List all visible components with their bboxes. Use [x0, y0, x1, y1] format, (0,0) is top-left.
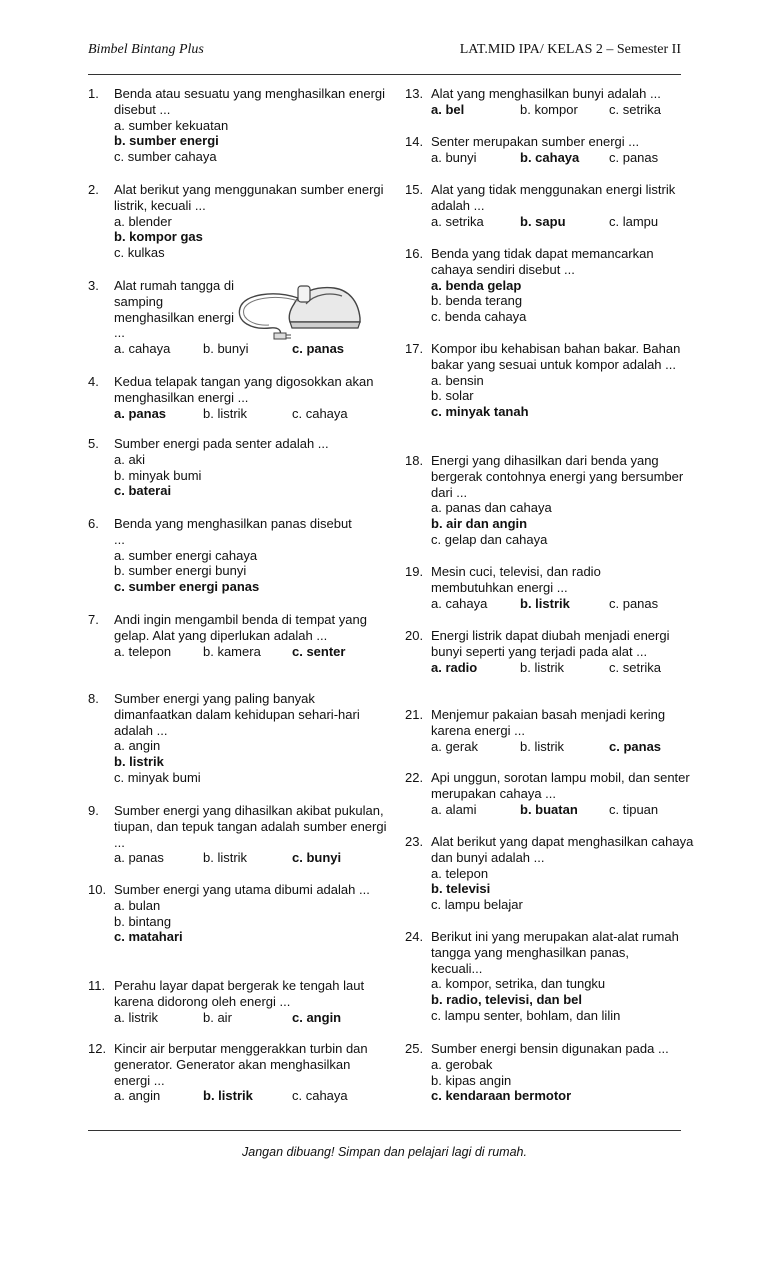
- question-text: Kincir air berputar menggerakkan turbin dan generator. Generator akan menghasilkan energi ...: [114, 1041, 368, 1088]
- options-row: [431, 149, 659, 166]
- question-number: 17.: [405, 341, 424, 356]
- question-number: 15.: [405, 182, 424, 197]
- question-21: [405, 707, 681, 755]
- question-15: [405, 182, 681, 230]
- option-b: b. air: [203, 1009, 232, 1025]
- option-c: c. lampu belajar: [431, 897, 523, 913]
- question-text: Alat yang menghasilkan bunyi adalah ...: [431, 86, 661, 101]
- option-b: b. sumber energi: [114, 133, 219, 149]
- question-text: Energi listrik dapat diubah menjadi energi bunyi seperti yang terjadi pada alat ...: [431, 628, 670, 659]
- option-b: b. buatan: [520, 801, 578, 817]
- option-a: a. cahaya: [431, 595, 488, 611]
- option-a: a. bensin: [431, 372, 484, 388]
- options-row: [114, 850, 388, 866]
- question-number: 21.: [405, 707, 424, 722]
- option-b: b. listrik: [520, 738, 565, 754]
- question-text: Menjemur pakaian basah menjadi kering karena energi ...: [431, 707, 666, 738]
- option-b: b. benda terang: [431, 293, 523, 309]
- option-b: b. sapu: [520, 213, 566, 229]
- option-a: a. bulan: [114, 897, 161, 913]
- option-a: a. bel: [431, 101, 465, 117]
- question-text: Sumber energi yang paling banyak dimanfaatkan dalam kehidupan sehari-hari adalah ...: [114, 691, 360, 738]
- option-c: c. benda cahaya: [431, 309, 527, 325]
- question-text: Kompor ibu kehabisan bahan bakar. Bahan bakar yang sesuai untuk kompor adalah ...: [431, 341, 681, 372]
- option-c: c. gelap dan cahaya: [431, 531, 548, 547]
- question-text: Alat berikut yang menggunakan sumber energi listrik, kecuali ...: [114, 182, 384, 213]
- option-c: c. kulkas: [114, 245, 165, 261]
- option-a: a. panas dan cahaya: [431, 500, 552, 516]
- option-c: c. angin: [292, 1009, 342, 1025]
- option-c: c. setrika: [609, 659, 662, 675]
- question-number: 9.: [88, 803, 99, 818]
- header-rule: [88, 74, 681, 75]
- option-b: b. kipas angin: [431, 1072, 512, 1088]
- question-23: [405, 834, 695, 913]
- option-c: c. baterai: [114, 483, 172, 499]
- question-text: Benda atau sesuatu yang menghasilkan energi disebut ...: [114, 86, 386, 117]
- question-13: [405, 86, 661, 118]
- option-c: c. bunyi: [292, 850, 342, 866]
- option-c: c. panas: [609, 738, 662, 754]
- option-a: a. sumber kekuatan: [114, 117, 229, 133]
- option-a: a. setrika: [431, 213, 484, 229]
- question-3: [88, 278, 388, 357]
- option-c: c. setrika: [609, 101, 662, 117]
- question-5: [88, 436, 329, 499]
- option-c: c. panas: [292, 341, 345, 357]
- option-c: c. lampu senter, bohlam, dan lilin: [431, 1007, 621, 1023]
- question-text: Energi yang dihasilkan dari benda yang bergerak contohnya energi yang bersumber dari ...: [431, 453, 684, 500]
- question-text: Sumber energi pada senter adalah ...: [114, 436, 329, 451]
- question-text: Alat yang tidak menggunakan energi listrik adalah ...: [431, 182, 676, 213]
- option-c: c. minyak tanah: [431, 404, 529, 420]
- question-number: 10.: [88, 882, 107, 897]
- option-b: b. kompor gas: [114, 229, 203, 245]
- question-text: Benda yang tidak dapat memancarkan cahaya sendiri disebut ...: [431, 246, 654, 277]
- option-a: a. telepon: [431, 865, 489, 881]
- option-c: c. panas: [609, 149, 659, 165]
- options-row: [431, 596, 681, 612]
- option-c: c. minyak bumi: [114, 769, 201, 785]
- option-b: b. televisi: [431, 881, 491, 897]
- option-a: a. aki: [114, 451, 146, 467]
- iron-icon: [234, 278, 362, 342]
- option-b: b. bunyi: [203, 341, 249, 357]
- question-text: Senter merupakan sumber energi ...: [431, 134, 640, 149]
- options-row: [431, 802, 691, 818]
- question-11: [88, 978, 388, 1026]
- question-12: [88, 1041, 388, 1104]
- page-header: [88, 42, 681, 64]
- option-c: c. senter: [292, 643, 346, 659]
- question-text: Mesin cuci, televisi, dan radio membutuhkan energi ...: [431, 564, 601, 595]
- option-a: a. angin: [114, 1088, 161, 1104]
- option-b: b. kompor: [520, 101, 578, 117]
- question-number: 14.: [405, 134, 424, 149]
- option-a: a. panas: [114, 405, 167, 421]
- option-c: c. panas: [609, 595, 659, 611]
- question-2: [88, 182, 388, 261]
- options-row: [431, 739, 681, 755]
- option-a: a. bunyi: [431, 149, 477, 165]
- question-16: [405, 246, 695, 325]
- question-text: Sumber energi yang utama dibumi adalah ...: [114, 882, 370, 897]
- option-a: a. telepon: [114, 643, 172, 659]
- option-a: a. benda gelap: [431, 277, 522, 293]
- option-b: b. listrik: [520, 595, 570, 611]
- option-b: b. solar: [431, 388, 474, 404]
- option-c: c. sumber energi panas: [114, 579, 260, 595]
- header-right: LAT.MID IPA/ KELAS 2 – Semester II: [459, 42, 681, 57]
- question-24: [405, 929, 681, 1024]
- question-number: 5.: [88, 436, 99, 451]
- option-b: b. listrik: [203, 405, 248, 421]
- option-b: b. listrik: [203, 850, 248, 866]
- question-text: Alat berikut yang dapat menghasilkan cahaya dan bunyi adalah ...: [431, 834, 694, 865]
- question-number: 24.: [405, 929, 424, 944]
- option-c: c. sumber cahaya: [114, 149, 217, 165]
- question-text: Benda yang menghasilkan panas disebut ...: [114, 516, 352, 547]
- question-number: 23.: [405, 834, 424, 849]
- options-row: [431, 214, 681, 230]
- question-number: 8.: [88, 691, 99, 706]
- question-text: Berikut ini yang merupakan alat-alat rumah tangga yang menghasilkan panas, kecuali...: [431, 929, 679, 976]
- option-b: b. cahaya: [520, 149, 580, 165]
- option-a: a. angin: [114, 738, 161, 754]
- question-9: [88, 803, 388, 866]
- option-a: a. radio: [431, 659, 478, 675]
- question-text: Andi ingin mengambil benda di tempat yang gelap. Alat yang diperlukan adalah ...: [114, 612, 367, 643]
- question-4: [88, 374, 388, 422]
- question-8: [88, 691, 388, 786]
- question-number: 16.: [405, 246, 424, 261]
- options-row: [114, 1010, 388, 1026]
- question-text: Api unggun, sorotan lampu mobil, dan senter merupakan cahaya ...: [431, 770, 690, 801]
- option-b: b. listrik: [114, 754, 164, 770]
- question-14: [405, 134, 659, 166]
- question-number: 3.: [88, 278, 99, 293]
- option-b: b. sumber energi bunyi: [114, 563, 247, 579]
- question-text: Sumber energi bensin digunakan pada ...: [431, 1041, 669, 1056]
- question-6: [88, 516, 364, 595]
- option-a: a. gerak: [431, 738, 478, 754]
- option-b: b. air dan angin: [431, 516, 528, 532]
- option-c: c. cahaya: [292, 405, 348, 421]
- question-19: [405, 564, 681, 612]
- question-number: 22.: [405, 770, 424, 785]
- option-a: a. listrik: [114, 1009, 159, 1025]
- question-7: [88, 612, 388, 660]
- question-number: 11.: [88, 978, 106, 993]
- option-a: a. blender: [114, 213, 172, 229]
- option-c: c. lampu: [609, 213, 659, 229]
- question-number: 18.: [405, 453, 424, 468]
- question-18: [405, 453, 695, 548]
- option-a: a. panas: [114, 850, 164, 866]
- question-number: 19.: [405, 564, 424, 579]
- question-1: [88, 86, 388, 165]
- question-number: 6.: [88, 516, 99, 531]
- option-c: c. kendaraan bermotor: [431, 1088, 572, 1104]
- question-number: 7.: [88, 612, 99, 627]
- question-text: Perahu layar dapat bergerak ke tengah laut karena didorong oleh energi ...: [114, 978, 365, 1009]
- option-a: a. alami: [431, 801, 477, 817]
- options-row: [114, 406, 388, 422]
- option-a: a. cahaya: [114, 341, 171, 357]
- question-number: 13.: [405, 86, 424, 101]
- option-b: b. bintang: [114, 913, 172, 929]
- question-17: [405, 341, 695, 420]
- option-a: a. kompor, setrika, dan tungku: [431, 976, 606, 992]
- question-20: [405, 628, 686, 676]
- option-b: b. radio, televisi, dan bel: [431, 992, 582, 1008]
- question-text: Sumber energi yang dihasilkan akibat pukulan, tiupan, dan tepuk tangan adalah sumber energi ...: [114, 803, 387, 850]
- option-b: b. kamera: [203, 643, 261, 659]
- question-number: 12.: [88, 1041, 107, 1056]
- option-c: c. tipuan: [609, 801, 659, 817]
- question-text: Kedua telapak tangan yang digosokkan akan menghasilkan energi ...: [114, 374, 374, 405]
- option-b: b. listrik: [520, 659, 565, 675]
- question-number: 2.: [88, 182, 99, 197]
- footer-rule: [88, 1130, 681, 1131]
- option-c: c. cahaya: [292, 1088, 348, 1104]
- option-a: a. gerobak: [431, 1056, 493, 1072]
- question-number: 4.: [88, 374, 99, 389]
- options-row: [114, 644, 388, 660]
- question-25: [405, 1041, 706, 1104]
- option-a: a. sumber energi cahaya: [114, 547, 258, 563]
- question-number: 20.: [405, 628, 424, 643]
- options-row: [114, 341, 388, 357]
- question-number: 25.: [405, 1041, 424, 1056]
- question-10: [88, 882, 370, 945]
- question-number: 1.: [88, 86, 99, 101]
- option-b: b. minyak bumi: [114, 467, 202, 483]
- question-22: [405, 770, 691, 818]
- option-c: c. matahari: [114, 929, 183, 945]
- options-row: [431, 102, 661, 118]
- question-text: Alat rumah tangga di samping menghasilkan energi ...: [114, 278, 234, 341]
- page-footer: Jangan dibuang! Simpan dan pelajari lagi di rumah.: [242, 1145, 527, 1159]
- option-b: b. listrik: [203, 1088, 253, 1104]
- options-row: [114, 1088, 388, 1104]
- options-row: [431, 660, 686, 676]
- header-left: Bimbel Bintang Plus: [88, 42, 204, 57]
